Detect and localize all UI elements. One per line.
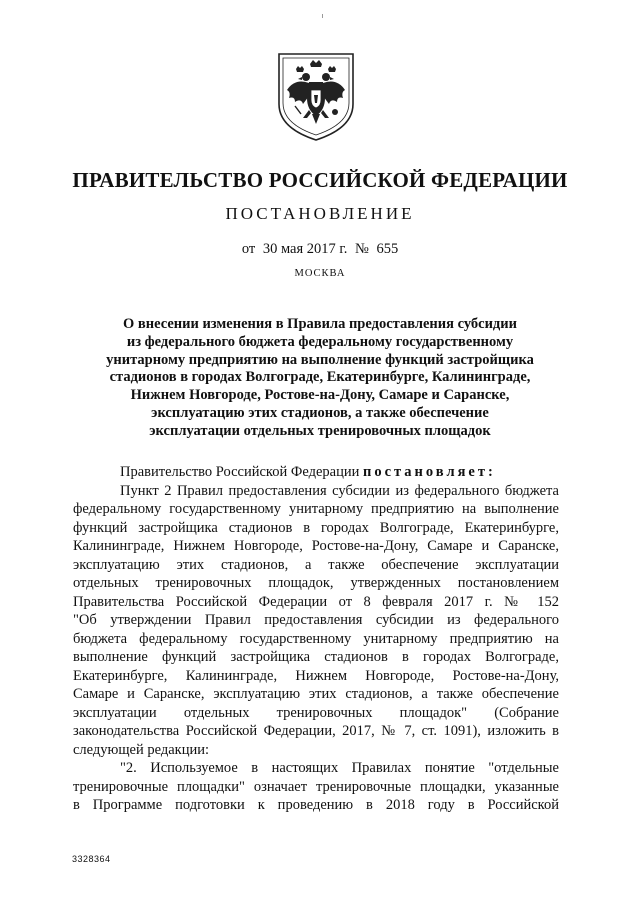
intro-decree-word: постановляет: [362,464,496,480]
document-body [73,463,559,815]
text-line: эксплуатации отдельных тренировочных площадок" (Собрание [73,704,559,721]
subject-line: из федерального бюджета федеральному государственному [126,333,514,350]
text-line: законодательства Российской Федерации, 2017, № 7, ст. 1091), изложить в [73,723,559,739]
text-line: "2. Используемое в настоящих Правилах понятие "отдельные [120,760,559,776]
subject-line: унитарному предприятию на выполнение функций застройщика [106,351,534,368]
subject-line: О внесении изменения в Правила предоставления субсидии [123,316,517,332]
date-prefix: от [241,241,256,257]
text-line: "Об утверждении Правил предоставления субсидии из федерального [73,612,559,628]
text-line: федеральному государственному унитарному предприятию на выполнение [73,501,559,517]
paragraph-1 [73,482,559,760]
document-subject [60,316,580,441]
text-line: тренировочные площадки" означает тренировочные площадки, указанные [73,778,559,795]
coat-of-arms-icon [273,50,359,142]
text-line: бюджета федеральному государственному унитарному предприятию на [73,630,559,647]
scan-mark [322,14,323,18]
subject-line: эксплуатации отдельных тренировочных площадок [149,422,491,439]
text-line: эксплуатацию этих стадионов, а также обеспечение эксплуатации [73,556,559,573]
intro-text: Правительство Российской Федерации [120,464,360,480]
intro-paragraph [73,463,559,482]
text-line: Пункт 2 Правил предоставления субсидии из федерального бюджета [120,482,559,499]
subject-line: Нижнем Новгороде, Ростове-на-Дону, Самаре и Саранске, [130,387,510,404]
date-number-line [60,241,580,258]
document-code: 3328364 [72,854,111,864]
government-title: ПРАВИТЕЛЬСТВО РОССИЙСКОЙ ФЕДЕРАЦИИ [72,168,568,192]
city: МОСКВА [294,268,346,279]
text-line: Правительства Российской Федерации от 8 февраля 2017 г. № 152 [73,593,559,610]
text-line: Екатеринбурге, Калининграде, Нижнем Новгороде, Ростове-на-Дону, [73,667,559,684]
subject-line: эксплуатацию этих стадионов, а также обеспечение [151,404,489,421]
text-line: следующей редакции: [73,741,210,758]
text-line: функций застройщика стадионов в городах Волгограде, Екатеринбурге, [73,519,559,536]
text-line: Калининграде, Нижнем Новгороде, Ростове-на-Дону, Самаре и Саранске, [73,538,559,554]
text-line: отдельных тренировочных площадок, утвержденных постановлением [73,575,559,591]
paragraph-2 [73,759,559,815]
number-sign: № [354,241,369,257]
text-line: выполнение функций застройщика стадионов в городах Волгограде, [73,649,559,665]
subject-line: стадионов в городах Волгограде, Екатеринбурге, Калининграде, [109,369,531,386]
text-line: в Программе подготовки к проведению в 2018 году в Российской [73,797,559,813]
document-type: ПОСТАНОВЛЕНИЕ [225,204,415,223]
document-number: 655 [376,241,399,257]
document-date: 30 мая 2017 г. [262,241,348,257]
text-line: Самаре и Саранске, эксплуатацию этих стадионов, а также обеспечение [73,686,559,702]
